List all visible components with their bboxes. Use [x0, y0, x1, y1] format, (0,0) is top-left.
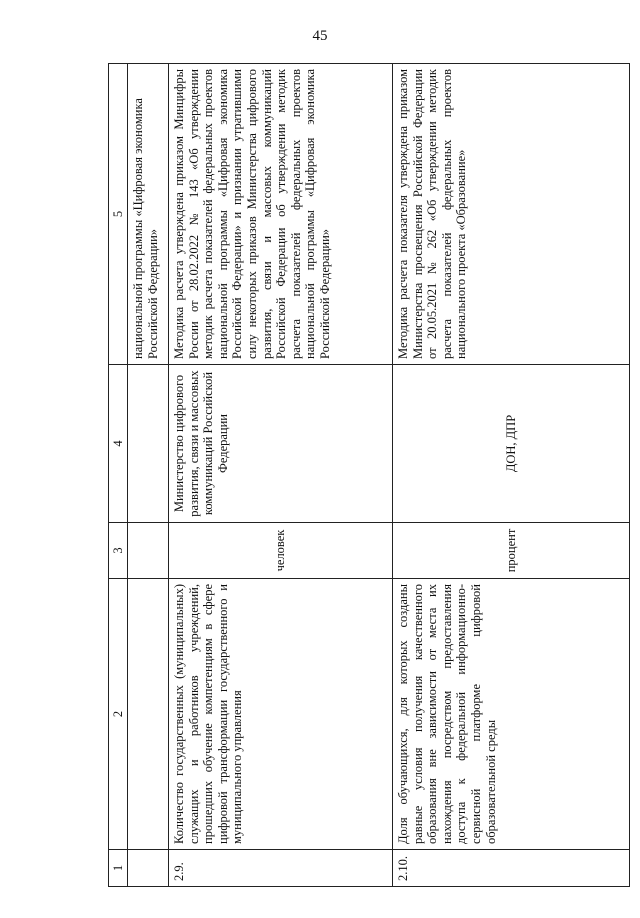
- continuation-cell-2: [128, 579, 169, 850]
- continuation-cell-1: [128, 850, 169, 887]
- unit: процент: [393, 523, 630, 579]
- continuation-cell-4: [128, 365, 169, 523]
- responsible: Министерство цифрового развития, связи и массовых коммуникаций Российской Федерации: [169, 365, 393, 523]
- indicator-name: Количество государственных (муниципальных) служащих и работников учреждений, прошедших обучение компетенциям в сфере цифровой трансформации государственного и муниципального управления: [169, 579, 393, 850]
- responsible: ДОН, ДПР: [393, 365, 630, 523]
- col-header-2: 2: [109, 579, 128, 850]
- table-row: [169, 64, 393, 887]
- indicator-name: Доля обучающихся, для которых созданы равные условия получения качественного образования вне зависимости от места их нахождения посредством предоставления доступа к федеральной информационно-сервисной платформе цифровой образовательной среды: [393, 579, 630, 850]
- col-header-5: 5: [109, 64, 128, 365]
- continuation-text: национальной программы «Цифровая экономика Российской Федерации»: [128, 64, 169, 365]
- continuation-cell-3: [128, 523, 169, 579]
- page-number: 45: [312, 28, 328, 44]
- header-row: [109, 64, 128, 887]
- rotated-table-container: [108, 63, 630, 887]
- continuation-row: [128, 64, 169, 887]
- methodology: Методика расчета показателя утверждена приказом Министерства просвещения Российской Федерации от 20.05.2021 № 262 «Об утверждении методик расчета показателей федеральных проектов национального проекта «Образование»: [393, 64, 630, 365]
- col-header-3: 3: [109, 523, 128, 579]
- row-number: 2.10.: [393, 850, 630, 887]
- unit: человек: [169, 523, 393, 579]
- methodology: Методика расчета утверждена приказом Минцифры России от 28.02.2022 № 143 «Об утверждении методик расчета показателей федеральных проектов национальной программы «Цифровая экономика Российской Федерации» и признании утратившими силу некоторых приказов Министерства цифрового развития, связи и массовых коммуникаций Российской Федерации об утверждении методик расчета показателей федеральных проектов национальной программы «Цифровая экономика Российской Федерации»: [169, 64, 393, 365]
- col-header-4: 4: [109, 365, 128, 523]
- row-number: 2.9.: [169, 850, 393, 887]
- indicators-table: [108, 63, 630, 887]
- col-header-1: 1: [109, 850, 128, 887]
- table-row: [393, 64, 630, 887]
